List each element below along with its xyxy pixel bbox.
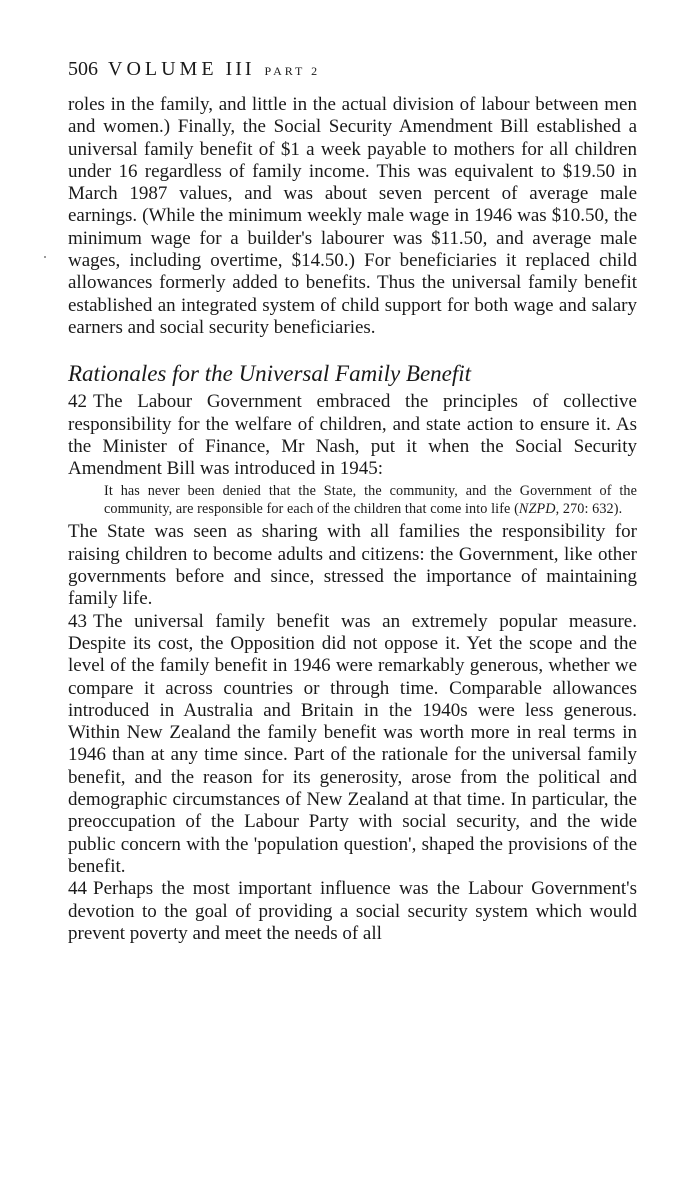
quote-source: NZPD <box>518 501 556 518</box>
paragraph-number: 44 <box>68 878 87 900</box>
paragraph-number: 42 <box>68 391 87 413</box>
document-page <box>68 56 637 945</box>
running-head <box>68 56 637 84</box>
paragraph-44 <box>68 878 637 945</box>
intro-paragraph: roles in the family, and little in the actual division of labour between men and women.) Finally, the Social Security Amendment Bill established a universal family benefit of $1 a week payable to mothers for all children under 16 regardless of family income. This was equivalent to $19.50 in March 1987 values, and was about seven percent of average male earnings. (While the minimum weekly male wage in 1946 was $10.50, the minimum wage for a builder's labourer was $11.50, and average male wages, including overtime, $14.50.) For beneficiaries it replaced child allowances formerly added to benefits. Thus the universal family benefit established an integrated system of child support for both wage and salary earners and social security beneficiaries. <box>68 94 637 338</box>
paragraph-text: The Labour Government embraced the principles of collective responsibility for the welfare of children, and state action to ensure it. As the Minister of Finance, Mr Nash, put it when the Social Security Amendment Bill was introduced in 1945: <box>68 391 637 480</box>
quote-reference: , 270: 632). <box>555 501 623 518</box>
paragraph-43 <box>68 611 637 879</box>
part-label: PART 2 <box>264 64 321 78</box>
section-heading: Rationales for the Universal Family Benefit <box>68 361 472 387</box>
volume-numeral: III <box>225 58 255 80</box>
paragraph-42 <box>68 391 637 480</box>
paragraph-number: 43 <box>68 610 87 632</box>
volume-label: VOLUME <box>108 58 218 80</box>
page-number: 506 <box>68 58 98 80</box>
margin-mark <box>44 256 46 258</box>
quote-text: It has never been denied that the State, the community, and the Government of the community, are responsible for each of the children that come into life ( <box>104 483 637 518</box>
paragraph-42-continuation: The State was seen as sharing with all families the responsibility for raising children to become adults and citizens: the Government, like other governments before and since, stressed the importance of maintaining family life. <box>68 521 637 610</box>
paragraph-text: Perhaps the most important influence was the Labour Government's devotion to the goal of providing a social security system which would prevent poverty and meet the needs of all <box>68 878 637 944</box>
block-quote <box>104 482 637 518</box>
paragraph-text: The universal family benefit was an extremely popular measure. Despite its cost, the Opposition did not oppose it. Yet the scope and the level of the family benefit in 1946 were remarkably generous, whether we compare it across countries or through time. Comparable allowances introduced in Australia and Britain in the 1940s were less generous. Within New Zealand the family benefit was worth more in real terms in 1946 than at any time since. Part of the rationale for the universal family benefit, and the reason for its generosity, arose from the political and demographic circumstances of New Zealand at that time. In particular, the preoccupation of the Labour Party with social security, and the wide public concern with the 'population question', shaped the provisions of the benefit. <box>68 610 637 877</box>
